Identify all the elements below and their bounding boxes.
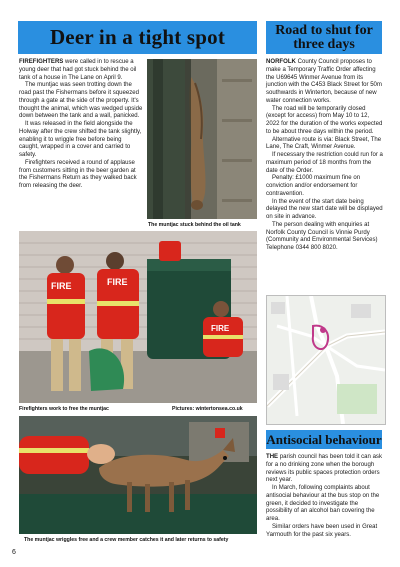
jacket-text-2: FIRE (107, 277, 128, 287)
map-illustration (267, 296, 385, 424)
antisocial-article-body (266, 454, 384, 539)
road-paragraph: Alternative route is via: Black Street, The Lane, The Craft, Winmer Avenue. (266, 136, 382, 151)
deer-headline: Deer in a tight spot (49, 25, 226, 49)
deer-paragraph: It was released in the field alongside the Holway after the crew shifted the tank slightly, enabling it to wriggle free before being caught, wrapped in a cover and carried to safety. (19, 121, 142, 158)
deer-paragraph (19, 59, 143, 82)
antisocial-headline-bar (266, 430, 382, 449)
pictures-credit: Pictures: wintertonsea.co.uk (172, 406, 243, 412)
firefighters-photo (19, 231, 257, 403)
road-closure-map (266, 295, 386, 425)
road-paragraph (266, 59, 384, 106)
antisocial-paragraph (266, 454, 384, 485)
deer-stuck-photo (147, 59, 257, 219)
deer-article-body (19, 59, 143, 191)
road-headline-bar (266, 21, 382, 54)
deer-paragraph: The muntjac was seen trotting down the road past the Fishermans before it squeezed through a gate at the side of the property. It's thought the animal, which was wedged upside down between the tank and a wall, panicked. (19, 82, 143, 120)
road-article-body (266, 59, 384, 253)
road-paragraph: If necessary the restriction could run for a maximum period of 18 months from the date of the Order. (266, 152, 383, 174)
antisocial-paragraph: Similar orders have been used in Great Yarmouth for the past six years. (266, 523, 378, 538)
road-paragraph: In the event of the start date being delayed the new start date will be displayed on site in advance. (266, 198, 383, 220)
deer-lead-word: FIREFIGHTERS (19, 59, 64, 65)
firefighters-illustration (19, 231, 257, 403)
road-paragraph: Penalty: £1000 maximum fine on conviction and/or endorsement for contravention. (266, 175, 361, 197)
antisocial-headline: Antisocial behaviour (266, 431, 382, 447)
muntjac-free-caption: The muntjac wriggles free and a crew member catches it and later returns to safety (24, 537, 229, 543)
road-paragraph: The road will be temporarily closed (except for access) from May 10 to 12, 2022 for the duration of the works expected to be about three days within the period. (266, 105, 383, 135)
muntjac-free-photo (19, 416, 257, 534)
deer-stuck-caption: The muntjac stuck behind the oil tank (148, 222, 241, 228)
jacket-text-3: FIRE (211, 324, 230, 333)
deer-headline-bar (18, 21, 257, 54)
jacket-text-1: FIRE (51, 281, 72, 291)
antisocial-paragraph-text: parish council has been told it can ask for a no drinking zone when the borough reviews its public spaces protection orders next year. (266, 454, 382, 484)
road-paragraph-text: County Council proposes to make a Temporary Traffic Order affecting the U69645 Winmer Avenue from its junction with the C453 Black Street for 50m southwards in Winterton, because of new water connection works. (266, 59, 382, 104)
road-headline-line2: three days (293, 36, 355, 52)
road-headline-line1: Road to shut for (275, 22, 373, 38)
road-paragraph: The person dealing with enquiries at Norfolk County Council is Vinnie Purdy (Community and Environmental Services) Telephone 0344 800 8020. (266, 221, 378, 251)
deer-stuck-illustration (147, 59, 257, 219)
antisocial-lead-word: THE (266, 454, 279, 460)
deer-paragraph-text: were called in to rescue a young deer that had got stuck behind the oil tank of a house in The Lane on April 9. (19, 59, 137, 81)
road-lead-word: NORFOLK (266, 59, 296, 65)
page-number: 6 (12, 549, 16, 556)
antisocial-paragraph: In March, following complaints about antisocial behaviour at the bus stop on the green, it decided to investigate the possibility of an alcohol ban covering the area. (266, 485, 380, 522)
firefighters-caption: Firefighters work to free the muntjac (19, 406, 109, 412)
muntjac-free-illustration (19, 416, 257, 534)
deer-paragraph: Firefighters received a round of applause from customers sitting in the beer garden at the Fishermans Return as they walked back from releasing the deer. (19, 159, 137, 189)
